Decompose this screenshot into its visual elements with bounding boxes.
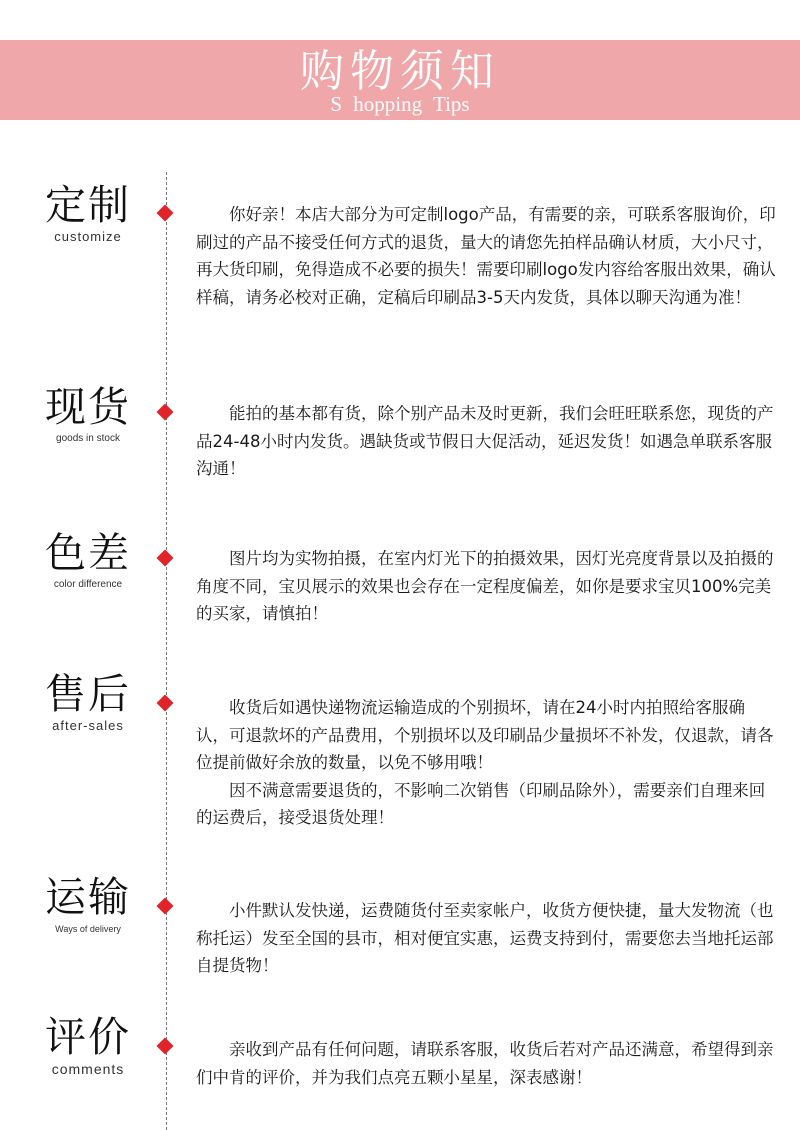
paragraph: 你好亲！本店大部分为可定制logo产品，有需要的亲，可联系客服询价，印刷过的产品不接受任何方式的退货，量大的请您先拍样品确认材质，大小尺寸，再大货印刷，免得造成不必要的损失！需要印刷logo发内容给客服出效果，确认样稿，请务必校对正确，定稿后印刷品3-5天内发货，具体以聊天沟通为准！ (196, 205, 776, 307)
diamond-marker (157, 695, 174, 712)
section-title: 评价 (45, 1013, 131, 1061)
section-body (196, 201, 776, 311)
section-title: 售后 (45, 670, 131, 718)
section-subtitle: color difference (53, 579, 123, 590)
section-subtitle: goods in stock (56, 433, 120, 444)
paragraph: 能拍的基本都有货，除个别产品未及时更新，我们会旺旺联系您，现货的产品24-48小时内发货。遇缺货或节假日大促活动，延迟发货！如遇急单联系客服沟通！ (196, 404, 774, 478)
paragraph: 收货后如遇快递物流运输造成的个别损坏，请在24小时内拍照给客服确认，可退款坏的产品费用，个别损坏以及印刷品少量损坏不补发，仅退款，请各位提前做好余放的数量，以免不够用哦！ (196, 698, 774, 772)
diamond-marker (157, 898, 174, 915)
section-title: 现货 (45, 383, 131, 431)
page-title: 购物须知 (300, 46, 500, 97)
section-title: 定制 (45, 181, 131, 229)
section-subtitle: after-sales (52, 718, 124, 733)
paragraph: 小件默认发快递，运费随货付至卖家帐户，收货方便快捷，量大发物流（也称托运）发至全国的县市，相对便宜实惠，运费支持到付，需要您去当地托运部自提货物！ (196, 901, 774, 975)
section-body (196, 897, 776, 980)
section-body (196, 400, 776, 483)
section-body (196, 1036, 776, 1091)
header-banner (0, 40, 800, 120)
section-subtitle: Ways of delivery (55, 924, 121, 934)
diamond-marker (157, 1038, 174, 1055)
section-subtitle: customize (54, 229, 122, 244)
paragraph: 图片均为实物拍摄，在室内灯光下的拍摄效果，因灯光亮度背景以及拍摄的角度不同，宝贝展示的效果也会存在一定程度偏差，如你是要求宝贝100%完美的买家，请慎拍！ (196, 549, 774, 623)
paragraph: 因不满意需要退货的，不影响二次销售（印刷品除外），需要亲们自理来回的运费后，接受退货处理！ (196, 780, 766, 827)
diamond-marker (157, 205, 174, 222)
section-subtitle: comments (51, 1061, 125, 1077)
diamond-marker (157, 550, 174, 567)
timeline-line (166, 172, 167, 1130)
section-title: 运输 (45, 873, 131, 921)
diamond-marker (157, 404, 174, 421)
section-body (196, 545, 776, 628)
paragraph: 亲收到产品有任何问题，请联系客服，收货后若对产品还满意，希望得到亲们中肯的评价，并为我们点亮五颗小星星，深表感谢！ (196, 1040, 774, 1087)
section-body (196, 694, 776, 832)
section-title: 色差 (45, 529, 131, 577)
page-subtitle: S hopping Tips (330, 92, 470, 116)
